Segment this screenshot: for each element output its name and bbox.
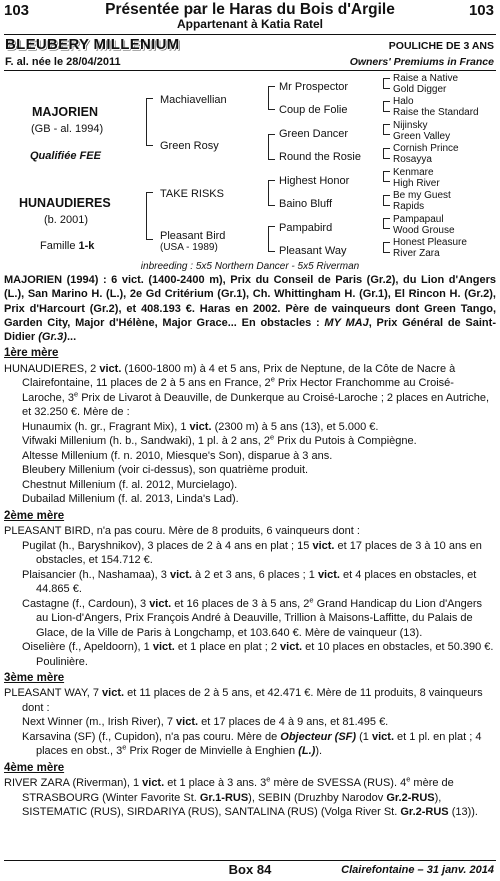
produce-next-winner: Next Winner (m., Irish River), 7 vict. et 17 places de 4 à 9 ans, et 81.495 €. [22, 716, 389, 729]
section-first-dam: 1ère mère [4, 347, 59, 360]
venue-date: Clairefontaine – 31 janv. 2014 [341, 864, 494, 876]
gen4-2: Halo [393, 96, 414, 107]
gen3-3: Round the Rosie [279, 151, 361, 163]
bracket-g3-0 [383, 78, 390, 89]
gen3-1: Coup de Folie [279, 104, 348, 116]
horse-premiums: Owners' Premiums in France [349, 56, 494, 68]
section-third-dam: 3ème mère [4, 672, 65, 685]
produce-pugilat: Pugilat (h., Baryshnikov), 3 places de 2 à 4 ans en plat ; 15 vict. et 17 places de 3 à 10 ans en obstacles, et 154.712 €. [22, 539, 482, 567]
produce-chestnut: Chestnut Millenium (f. al. 2012, Murcielago). [22, 478, 238, 491]
produce-plaisancier: Plaisancier (h., Nashamaa), 3 vict. à 2 et 3 ans, 6 places ; 1 vict. et 4 places en obstacles, et 44.865 €. [22, 568, 477, 596]
gen4-1: Gold Digger [393, 84, 447, 95]
bracket-g3-7 [383, 242, 390, 253]
produce-hunaumix: Hunaumix (h. gr., Fragrant Mix), 1 vict. (2300 m) à 5 ans (13), et 5.000 €. [22, 420, 379, 433]
bracket-g2-1 [268, 134, 275, 160]
gen4-9: High River [393, 178, 440, 189]
horse-name: BLEUBERY MILLENIUM [5, 36, 180, 53]
first-dam-para: HUNAUDIERES, 2 vict. (1600-1800 m) à 4 et 5 ans, Prix de Neptune, de la Côte de Nacre à Clairefontaine, 11 places de 2 à 5 ans en France, 2e Prix Hector Franchomme au Croisé-Laroche, 3e Prix de Livarot à Deauville, de Dunkerque au Croisé-Laroche ; 2 places en Autriche, et 32.250 €. Mère de : [4, 362, 490, 419]
fourth-dam-para: RIVER ZARA (Riverman), 1 vict. et 1 place à 3 ans. 3e mère de SVESSA (RUS). 4e mère de STRASBOURG (Winter Favorite St. Gr.1-RUS), SEBIN (Druzhby Narodov Gr.2-RUS), SISTEMATIC (RUS), SIRDARIYA (RUS), SANTALINA (RUS) (Volga River St. Gr.2-RUS (13)). [4, 774, 478, 819]
gen2-2: TAKE RISKS [160, 188, 224, 200]
dam-name: HUNAUDIERES [19, 196, 111, 210]
second-dam-para: PLEASANT BIRD, n'a pas couru. Mère de 8 produits, 6 vainqueurs dont : [4, 524, 360, 537]
gen3-4: Highest Honor [279, 175, 350, 187]
produce-karsavina: Karsavina (SF) (f., Cupidon), n'a pas couru. Mère de Objecteur (SF) (1 vict. et 1 pl. en plat ; 4 places en obst., 3e Prix Roger de Minvielle à Enghien (L.)). [22, 730, 482, 758]
bracket-g3-6 [383, 218, 390, 229]
produce-vifwaki: Vifwaki Millenium (h. b., Sandwaki), 1 pl. à 2 ans, 2e Prix du Putois à Compiègne. [22, 432, 417, 448]
owner-line: Appartenant à Katia Ratel [176, 17, 324, 31]
gen4-14: Honest Pleasure [393, 237, 467, 248]
produce-oiseliere: Oiselière (f., Apeldoorn), 1 vict. et 1 place en plat ; 2 vict. et 10 places en obstacles, et 50.390 €. Poulinière. [22, 641, 494, 668]
inbreeding-line: inbreeding : 5x5 Northern Dancer - 5x5 Riverman [140, 261, 360, 272]
produce-bleubery: Bleubery Millenium (voir ci-dessus), son quatrième produit. [22, 464, 309, 477]
produce-dubailad: Dubailad Millenium (f. al. 2013, Linda's Lad). [22, 493, 239, 506]
horse-sex-age: POULICHE DE 3 ANS [388, 40, 494, 52]
gen3-2: Green Dancer [279, 128, 349, 140]
third-dam-para: PLEASANT WAY, 7 vict. et 11 places de 2 à 5 ans, et 42.471 €. Mère de 11 produits, 8 vainqueurs dont : [4, 687, 483, 714]
gen2-1: Green Rosy [160, 140, 219, 152]
bracket-g3-1 [383, 101, 390, 112]
box-number: Box 84 [228, 862, 272, 877]
bracket-g3-4 [383, 171, 390, 182]
bracket-g2-2 [268, 180, 275, 206]
gen4-15: River Zara [393, 248, 440, 259]
gen4-10: Be my Guest [393, 190, 451, 201]
gen3-5: Baino Bluff [279, 198, 333, 210]
page-title: Présentée par le Haras du Bois d'Argile [105, 1, 395, 18]
divider-top [4, 34, 496, 35]
lot-number-left: 103 [4, 2, 30, 19]
gen4-11: Rapids [393, 201, 425, 212]
divider-bottom [4, 860, 496, 861]
gen4-0: Raise a Native [393, 73, 459, 84]
gen4-6: Cornish Prince [393, 143, 459, 154]
produce-castagne: Castagne (f., Cardoun), 3 vict. et 16 places de 3 à 5 ans, 2e Grand Handicap du Lion d'Angers au Lion-d'Angers, Prix François André à Deauville, Trillion à Maisons-Laffitte, du Palais de Glace, de la Ville de Paris à Longchamp, et 103.640 €. Mère de vainqueur (13). [22, 594, 483, 639]
sire-detail: (GB - al. 1994) [31, 123, 104, 135]
lot-number-right: 103 [468, 2, 494, 19]
produce-altesse: Altesse Millenium (f. n. 2010, Miesque's Son), disparue à 3 ans. [22, 449, 333, 462]
sire-note: Qualifiée FEE [30, 150, 101, 162]
gen4-13: Wood Grouse [393, 225, 455, 236]
main-text [4, 273, 496, 820]
gen4-3: Raise the Standard [393, 107, 479, 118]
horse-birth: F. al. née le 28/04/2011 [5, 56, 121, 68]
gen3-7: Pleasant Way [279, 245, 347, 257]
divider-pedigree [4, 70, 496, 71]
bracket-g3-3 [383, 148, 390, 159]
bracket-g3-5 [383, 195, 390, 206]
section-second-dam: 2ème mère [4, 509, 65, 522]
bracket-g2-3 [268, 226, 275, 252]
gen4-12: Pampapaul [393, 214, 444, 225]
dam-detail: (b. 2001) [44, 214, 89, 226]
gen2-0: Machiavellian [160, 94, 227, 106]
gen3-0: Mr Prospector [279, 81, 349, 93]
sire-name: MAJORIEN [32, 105, 98, 119]
gen4-5: Green Valley [393, 131, 451, 142]
gen4-4: Nijinsky [393, 120, 428, 131]
gen4-7: Rosayya [393, 154, 432, 165]
section-fourth-dam: 4ème mère [4, 761, 65, 774]
sire-paragraph: MAJORIEN (1994) : 6 vict. (1400-2400 m), Prix du Conseil de Paris (Gr.2), du Lion d'Angers (L.), San Marino H. (L.), 2e Gd Critérium (Gr.1), Ch. Whittingham H. (Gr.1), El Rincon H. (Gr.2), Prix d'Harcourt (Gr.2), et 408.193 €. Haras en 2002. Père de vainqueurs dont Green Tango, Garden City, Major d'Hélène, Major Grace... En obstacles : MY MAJ, Prix Général de Saint-Didier (Gr.3)... [4, 274, 496, 344]
bracket-g3-2 [383, 124, 390, 135]
dam-family: Famille 1-k [40, 240, 95, 252]
gen4-8: Kenmare [393, 167, 434, 178]
gen3-6: Pampabird [279, 222, 333, 234]
bracket-sire [146, 98, 153, 146]
gen2-4: (USA - 1989) [160, 242, 218, 253]
bracket-g2-0 [268, 86, 275, 110]
gen2-3: Pleasant Bird [160, 230, 226, 242]
bracket-dam [146, 192, 153, 240]
